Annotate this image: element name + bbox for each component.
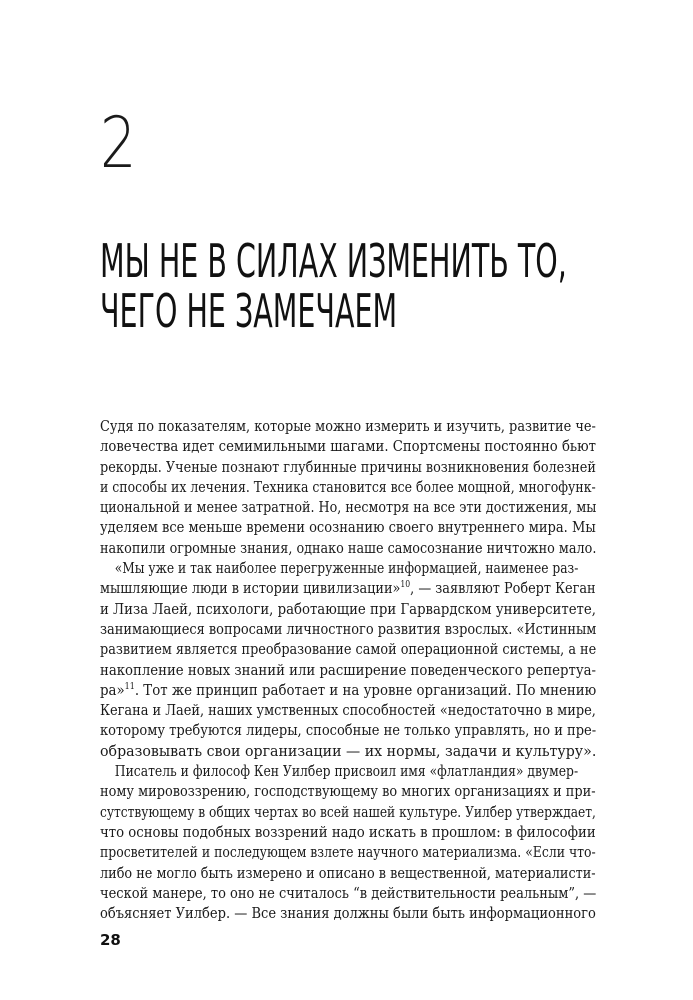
paragraph-line: ному мировоззрению, господствующему во многих организациях и при- bbox=[100, 782, 596, 801]
paragraph-line: и способы их лечения. Техника становится все более мощной, многофунк- bbox=[100, 477, 596, 496]
paragraph-line: объясняет Уилбер. — Все знания должны были быть информационного bbox=[100, 904, 596, 923]
paragraph-line: образовывать свои организации — их нормы, задачи и культуру». bbox=[100, 741, 597, 760]
text-run: ра» bbox=[100, 680, 125, 699]
paragraph-line: сутствующему в общих чертах во всей нашей культуре. Уилбер утверждает, bbox=[100, 802, 596, 821]
text-run: . Тот же принцип работает и на уровне организаций. По мнению bbox=[134, 680, 597, 699]
paragraph-line: ческой манере, то оно не считалось “в действительности реальным”, — bbox=[100, 883, 597, 902]
chapter-title-line: ЧЕГО НЕ ЗАМЕЧАЕМ bbox=[100, 284, 398, 338]
body-text bbox=[100, 416, 596, 923]
footnote-ref: 10 bbox=[400, 580, 411, 591]
chapter-number: 2 bbox=[100, 102, 137, 184]
page-number: 28 bbox=[100, 931, 121, 949]
paragraph-line: Писатель и философ Кен Уилбер присвоил имя «флатландия» двумер- bbox=[114, 762, 579, 781]
paragraph-line: развитием является преобразование самой операционной системы, а не bbox=[100, 640, 597, 659]
paragraph-line: которому требуются лидеры, способные не только управлять, но и пре- bbox=[100, 721, 597, 740]
paragraph-line: либо не могло быть измерено и описано в вещественной, материалисти- bbox=[100, 863, 596, 882]
paragraph-line: рекорды. Ученые познают глубинные причины возникновения болезней bbox=[100, 457, 596, 476]
paragraph-line: Кегана и Лаей, наших умственных способностей «недостаточно в мире, bbox=[100, 701, 596, 720]
text-run: , — заявляют Роберт Кеган bbox=[410, 579, 596, 598]
paragraph-line: что основы подобных воззрений надо искать в прошлом: в философии bbox=[100, 822, 596, 841]
paragraph-line: занимающиеся вопросами личностного развития взрослых. «Истинным bbox=[100, 619, 597, 638]
paragraph-line bbox=[100, 578, 596, 598]
paragraph-line: накопили огромные знания, однако наше самосознание ничтожно мало. bbox=[100, 538, 597, 557]
chapter-title-line: МЫ НЕ В СИЛАХ ИЗМЕНИТЬ ТО, bbox=[100, 234, 567, 288]
paragraph-line: «Мы уже и так наиболее перегруженные информацией, наименее раз- bbox=[114, 559, 579, 578]
chapter-title bbox=[100, 234, 567, 338]
text-run: мышляющие люди в истории цивилизации» bbox=[100, 579, 401, 598]
paragraph-line: Судя по показателям, которые можно измерить и изучить, развитие че- bbox=[100, 417, 596, 435]
footnote-ref: 11 bbox=[124, 681, 135, 692]
paragraph-line: ловечества идет семимильными шагами. Спортсмены постоянно бьют bbox=[100, 437, 596, 456]
paragraph-line: накопление новых знаний или расширение поведенческого репертуа- bbox=[100, 660, 597, 679]
paragraph-line: уделяем все меньше времени осознанию своего внутреннего мира. Мы bbox=[100, 518, 596, 537]
paragraph-line bbox=[100, 680, 596, 700]
paragraph-line: и Лиза Лаей, психологи, работающие при Гарвардском университете, bbox=[100, 599, 596, 618]
paragraph-line: просветителей и последующем взлете научного материализма. «Если что- bbox=[100, 843, 596, 862]
paragraph-line: циональной и менее затратной. Но, несмотря на все эти достижения, мы bbox=[100, 498, 597, 517]
